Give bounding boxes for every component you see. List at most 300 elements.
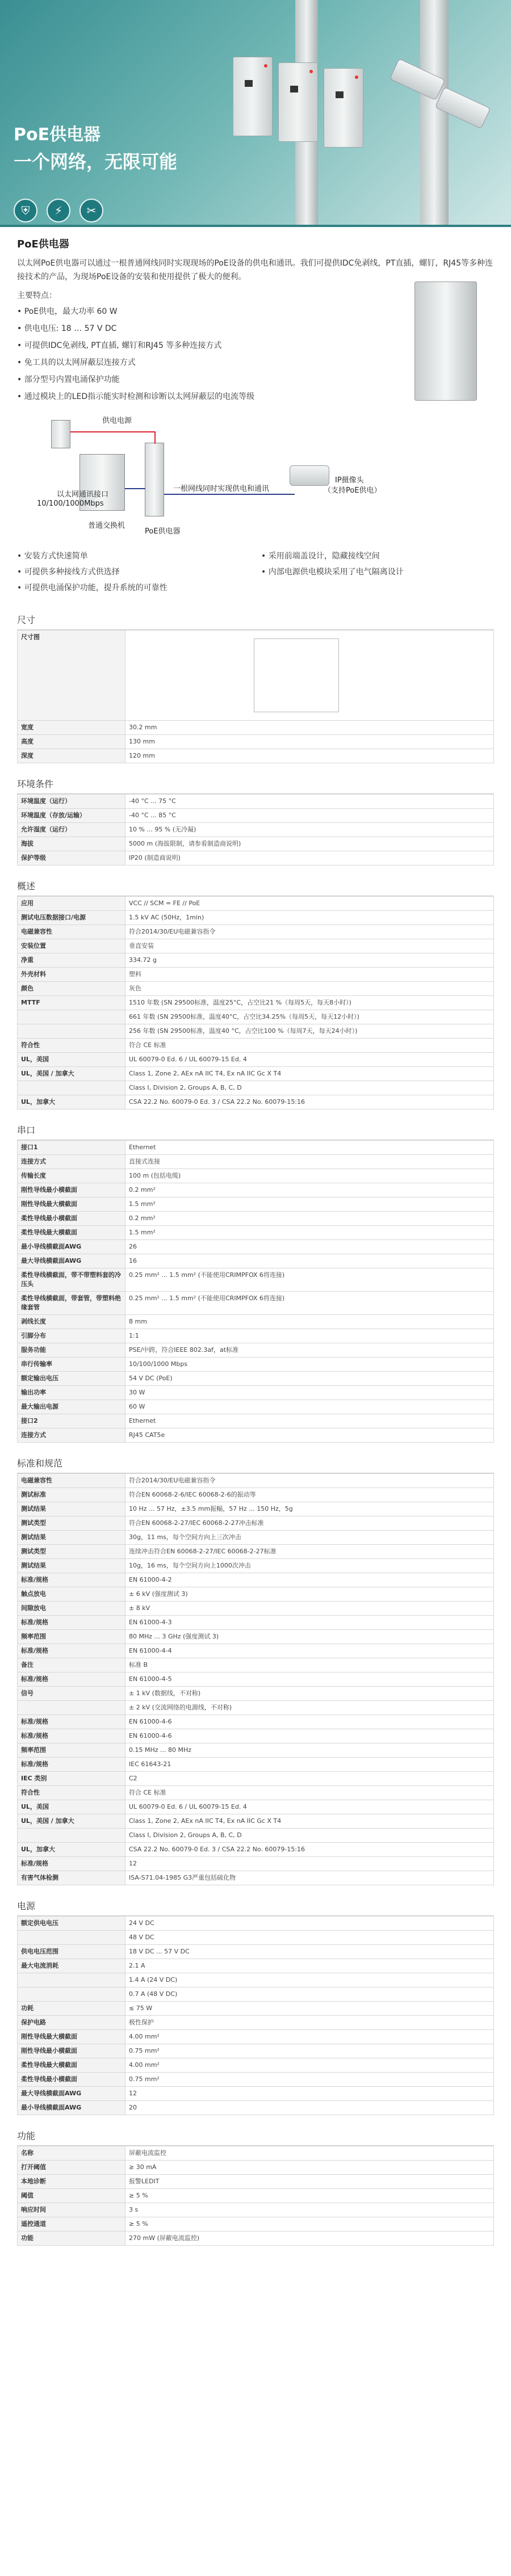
table-row	[18, 735, 494, 749]
spec-value: Ethernet	[125, 1141, 494, 1155]
spec-table	[17, 1140, 494, 1443]
spec-value: 0.25 mm² ... 1.5 mm² (不能使用CRIMPFOX 6将连接)	[125, 1292, 494, 1315]
spec-value: 1.5 mm²	[125, 1197, 494, 1212]
table-row	[18, 1155, 494, 1169]
spec-value: 0.75 mm²	[125, 2073, 494, 2087]
spec-key: 打开阈值	[18, 2161, 125, 2175]
table-row	[18, 823, 494, 837]
table-row	[18, 1488, 494, 1502]
spec-key: 连接方式	[18, 1428, 125, 1443]
spec-key: 外壳材料	[18, 968, 125, 982]
spec-value: EN 61000-4-5	[125, 1672, 494, 1687]
table-row	[18, 1644, 494, 1658]
spec-key: 刚性导线最大横截面	[18, 1197, 125, 1212]
spec-key: 引脚分布	[18, 1329, 125, 1343]
features-heading: 主要特点：	[17, 291, 57, 300]
spec-value: 塑料	[125, 968, 494, 982]
table-row	[18, 1516, 494, 1531]
table-row	[18, 1254, 494, 1268]
table-row	[18, 1081, 494, 1095]
spec-key: 柔性导线最小横截面	[18, 1212, 125, 1226]
spec-table	[17, 1473, 494, 1885]
benefit-item: • 可提供电涌保护功能，提升系统的可靠性	[17, 580, 250, 596]
table-row	[18, 851, 494, 865]
benefit-item: • 安装方式快速简单	[17, 548, 250, 564]
spec-value: 4.00 mm²	[125, 2058, 494, 2073]
spec-value: 24 V DC	[125, 1917, 494, 1931]
spec-value: 120 mm	[125, 749, 494, 763]
topology-diagram	[17, 409, 494, 545]
spec-value: 1.5 mm²	[125, 1226, 494, 1240]
spec-key: 接口2	[18, 1414, 125, 1428]
ip-camera-image	[290, 465, 329, 486]
spec-key: 接口1	[18, 1141, 125, 1155]
spec-value: 标准 B	[125, 1658, 494, 1672]
table-row	[18, 897, 494, 911]
spec-key: 触点放电	[18, 1587, 125, 1602]
spec-key: 输出功率	[18, 1386, 125, 1400]
table-row	[18, 2189, 494, 2203]
spec-value: 30.2 mm	[125, 721, 494, 735]
table-row	[18, 1701, 494, 1715]
spec-value: 极性保护	[125, 2016, 494, 2030]
table-row	[18, 1687, 494, 1701]
spec-key: 最大导线横截面AWG	[18, 2087, 125, 2101]
table-row	[18, 1772, 494, 1786]
spec-value: 16	[125, 1254, 494, 1268]
eth-label: 以太网通讯接口	[57, 490, 109, 499]
spec-key: 标准/规格	[18, 1729, 125, 1743]
spec-value: 符合 CE 标准	[125, 1786, 494, 1800]
spec-key	[18, 1973, 125, 1987]
table-row	[18, 1400, 494, 1414]
spec-value: 130 mm	[125, 735, 494, 749]
table-row	[18, 721, 494, 735]
feature-item: • 部分型号内置电涌保护功能	[17, 371, 494, 388]
camera-label: IP摄像头	[335, 476, 364, 485]
spec-value: 报警LEDIT	[125, 2175, 494, 2189]
spec-value: 30 W	[125, 1386, 494, 1400]
table-row	[18, 2146, 494, 2161]
table-row	[18, 1630, 494, 1644]
spec-value: 60 W	[125, 1400, 494, 1414]
spec-table	[17, 1916, 494, 2115]
section-title: 标准和规范	[17, 1451, 494, 1473]
spec-key: 供电电压范围	[18, 1945, 125, 1959]
table-row	[18, 2101, 494, 2115]
spec-value: ± 1 kV (数据线，不对称)	[125, 1687, 494, 1701]
spec-value: Class 1, Zone 2, AEx nA IIC T4, Ex nA IIC Gc X T4	[125, 1067, 494, 1081]
table-row	[18, 911, 494, 925]
spec-key: 最大输出电源	[18, 1400, 125, 1414]
spec-key: 颜色	[18, 982, 125, 996]
spec-key: 标准/规格	[18, 1672, 125, 1687]
hero-subtitle: 一个网络，无限可能	[14, 151, 178, 173]
spec-value: ≤ 75 W	[125, 2002, 494, 2016]
spec-value: 4.00 mm²	[125, 2030, 494, 2044]
spec-value: EN 61000-4-4	[125, 1644, 494, 1658]
spec-key: 测试结果	[18, 1559, 125, 1573]
switch-label: 普通交换机	[88, 522, 125, 530]
table-row	[18, 1329, 494, 1343]
feature-item: • 通过模块上的LED指示能实时检测和诊断以太网屏蔽层的电流等级	[17, 388, 494, 405]
dimension-drawing	[254, 638, 339, 712]
spec-key: 最大导线横截面AWG	[18, 1254, 125, 1268]
benefit-item: • 采用前端盖设计，隐藏接线空间	[261, 548, 494, 564]
table-row	[18, 1931, 494, 1945]
spec-value: 334.72 g	[125, 953, 494, 968]
table-row	[18, 2161, 494, 2175]
benefits-list	[17, 548, 494, 596]
spec-key: 最大电流消耗	[18, 1959, 125, 1973]
spec-key: 柔性导线最大横截面	[18, 1226, 125, 1240]
table-row	[18, 1386, 494, 1400]
table-row	[18, 1315, 494, 1329]
spec-value: CSA 22.2 No. 60079-0 Ed. 3 / CSA 22.2 No. 60079-15:16	[125, 1095, 494, 1110]
spec-key: 测试类型	[18, 1516, 125, 1531]
spec-key: 安装位置	[18, 939, 125, 953]
section-title: 环境条件	[17, 771, 494, 794]
table-row	[18, 2058, 494, 2073]
spec-value: 8 mm	[125, 1315, 494, 1329]
spec-key: 柔性导线横截面，带套管，带塑料绝缘套管	[18, 1292, 125, 1315]
table-row	[18, 2175, 494, 2189]
spec-value: Class I, Division 2, Groups A, B, C, D	[125, 1829, 494, 1843]
table-row	[18, 2232, 494, 2246]
table-row	[18, 1987, 494, 2002]
table-row	[18, 1428, 494, 1443]
device-image	[233, 57, 273, 136]
spec-key: 标准/规格	[18, 1644, 125, 1658]
plug-icon: ⚡	[47, 199, 70, 222]
feature-item: • 供电电压: 18 … 57 V DC	[17, 320, 494, 337]
spec-value: 270 mW (屏蔽电流监控)	[125, 2232, 494, 2246]
table-row	[18, 1743, 494, 1758]
spec-key: 柔性导线最大横截面	[18, 2058, 125, 2073]
table-row	[18, 1573, 494, 1587]
spec-key: UL，美国	[18, 1800, 125, 1814]
spec-key: 额定供电电压	[18, 1917, 125, 1931]
spec-value: EN 61000-4-3	[125, 1616, 494, 1630]
spec-value: 直接式连接	[125, 1155, 494, 1169]
table-row	[18, 1559, 494, 1573]
spec-value: 256 年数 (SN 29500标准，温度40 °C，占空比100 %（每周7天，每天24小时）)	[125, 1024, 494, 1039]
table-row	[18, 1414, 494, 1428]
benefit-item: • 可提供多种接线方式供选择	[17, 564, 250, 580]
spec-key: 保护电路	[18, 2016, 125, 2030]
spec-value: EN 61000-4-6	[125, 1729, 494, 1743]
spec-key: 信号	[18, 1687, 125, 1701]
table-row	[18, 1917, 494, 1931]
spec-key: 符合性	[18, 1039, 125, 1053]
table-row	[18, 1024, 494, 1039]
table-row	[18, 1343, 494, 1358]
table-row	[18, 1959, 494, 1973]
poe-device-image	[145, 443, 164, 516]
power-supply-image	[51, 420, 70, 448]
table-row	[18, 1531, 494, 1545]
table-row	[18, 1141, 494, 1155]
spec-value: 符合EN 60068-2-27/IEC 60068-2-27冲击标准	[125, 1516, 494, 1531]
spec-value: 符合 CE 标准	[125, 1039, 494, 1053]
spec-key: 连接方式	[18, 1155, 125, 1169]
table-row	[18, 925, 494, 939]
spec-value: EN 61000-4-2	[125, 1573, 494, 1587]
spec-key: 深度	[18, 749, 125, 763]
pole-image	[420, 0, 449, 227]
camera-note: （支持PoE供电）	[324, 486, 382, 495]
table-row	[18, 1372, 494, 1386]
table-row	[18, 1658, 494, 1672]
feature-item: • 可提供IDC免剥线, PT直插, 螺钉和RJ45 等多种连接方式	[17, 337, 494, 354]
spec-key: 尺寸图	[18, 631, 125, 721]
spec-key: 遥控通道	[18, 2217, 125, 2232]
spec-key: UL，美国 / 加拿大	[18, 1067, 125, 1081]
spec-value: 18 V DC ... 57 V DC	[125, 1945, 494, 1959]
spec-value: 0.7 A (48 V DC)	[125, 1987, 494, 2002]
spec-value: 10/100/1000 Mbps	[125, 1358, 494, 1372]
table-row	[18, 2073, 494, 2087]
spec-key: 测试类型	[18, 1545, 125, 1559]
spec-value: 1.4 A (24 V DC)	[125, 1973, 494, 1987]
spec-value: -40 °C ... 75 °C	[125, 795, 494, 809]
spec-table	[17, 794, 494, 865]
hero-banner	[0, 0, 511, 227]
spec-key: 传输长度	[18, 1169, 125, 1183]
table-row	[18, 1800, 494, 1814]
benefit-item: • 内部电源供电模块采用了电气隔离设计	[261, 564, 494, 580]
spec-value: 12	[125, 2087, 494, 2101]
table-row	[18, 1169, 494, 1183]
table-row	[18, 1672, 494, 1687]
table-row	[18, 2044, 494, 2058]
spec-key: 标准/规格	[18, 1616, 125, 1630]
spec-value: CSA 22.2 No. 60079-0 Ed. 3 / CSA 22.2 No. 60079-15:16	[125, 1843, 494, 1857]
table-row	[18, 1067, 494, 1081]
spec-key: 测试标准	[18, 1488, 125, 1502]
spec-value: 54 V DC (PoE)	[125, 1372, 494, 1386]
spec-key: 功能	[18, 2232, 125, 2246]
spec-key: UL，美国	[18, 1053, 125, 1067]
spec-key: 允许湿度（运行）	[18, 823, 125, 837]
spec-key: 标准/规格	[18, 1857, 125, 1871]
intro-heading: PoE供电器	[17, 238, 69, 250]
spec-value: 10g，16 ms，每个空间方向上1000次冲击	[125, 1559, 494, 1573]
spec-key: 频率范围	[18, 1743, 125, 1758]
spec-key: 海拔	[18, 837, 125, 851]
table-row	[18, 1715, 494, 1729]
spec-key: 刚性导线最小横截面	[18, 1183, 125, 1197]
spec-value: 10 Hz ... 57 Hz，±3.5 mm振幅，57 Hz ... 150 Hz，5g	[125, 1502, 494, 1516]
table-row	[18, 1786, 494, 1800]
spec-value: 屏蔽电流监控	[125, 2146, 494, 2161]
spec-value: 灰色	[125, 982, 494, 996]
poe-label: PoE供电器	[145, 527, 181, 536]
shield-icon: ⛨	[14, 199, 37, 222]
spec-value: 0.25 mm² ... 1.5 mm² (不能使用CRIMPFOX 6将连接)	[125, 1268, 494, 1292]
table-row	[18, 1729, 494, 1743]
spec-key: 阈值	[18, 2189, 125, 2203]
spec-value: 661 年数 (SN 29500标准，温度40°C，占空比34.25%（每周5天，每天12小时）)	[125, 1010, 494, 1024]
section-title: 电源	[17, 1893, 494, 1916]
spec-key: UL，加拿大	[18, 1843, 125, 1857]
spec-value: 5000 m (海拔限制，请参看制造商说明)	[125, 837, 494, 851]
spec-key	[18, 1081, 125, 1095]
spec-key: MTTF	[18, 996, 125, 1010]
spec-table	[17, 2146, 494, 2246]
spec-key: 高度	[18, 735, 125, 749]
spec-key: 串行传输率	[18, 1358, 125, 1372]
spec-key	[18, 1987, 125, 2002]
device-image	[278, 62, 318, 142]
spec-value: 0.2 mm²	[125, 1183, 494, 1197]
spec-value: EN 61000-4-6	[125, 1715, 494, 1729]
table-row	[18, 1871, 494, 1885]
spec-value: Class 1, Zone 2, AEx nA IIC T4, Ex nA IIC Gc X T4	[125, 1814, 494, 1829]
spec-key: 最小导线横截面AWG	[18, 2101, 125, 2115]
spec-value: ± 8 kV	[125, 1602, 494, 1616]
spec-key	[18, 1829, 125, 1843]
spec-key: 标准/规格	[18, 1573, 125, 1587]
spec-value: Class I, Division 2, Groups A, B, C, D	[125, 1081, 494, 1095]
spec-key: 测试电压数据接口/电源	[18, 911, 125, 925]
spec-key: 净重	[18, 953, 125, 968]
table-row	[18, 1829, 494, 1843]
table-row	[18, 1197, 494, 1212]
spec-key: 本地诊断	[18, 2175, 125, 2189]
spec-key: 柔性导线最小横截面	[18, 2073, 125, 2087]
feature-item: • PoE供电，最大功率 60 W	[17, 303, 494, 320]
spec-key: 刚性导线最小横截面	[18, 2044, 125, 2058]
spec-key: 柔性导线横截面，带不带塑料套的冷压头	[18, 1268, 125, 1292]
spec-value: ± 6 kV (强度测试 3)	[125, 1587, 494, 1602]
table-row	[18, 1358, 494, 1372]
spec-key: 应用	[18, 897, 125, 911]
table-row	[18, 749, 494, 763]
spec-value: 10 % ... 95 % (无冷凝)	[125, 823, 494, 837]
table-row	[18, 1843, 494, 1857]
spec-key: 响应时间	[18, 2203, 125, 2217]
spec-key: 备注	[18, 1658, 125, 1672]
table-row	[18, 1945, 494, 1959]
table-row	[18, 1814, 494, 1829]
table-row	[18, 1602, 494, 1616]
spec-value: UL 60079-0 Ed. 6 / UL 60079-15 Ed. 4	[125, 1800, 494, 1814]
spec-key	[18, 1024, 125, 1039]
table-row	[18, 1095, 494, 1110]
eth-speed: 10/100/1000Mbps	[37, 499, 104, 508]
table-row	[18, 1240, 494, 1254]
table-row	[18, 2217, 494, 2232]
spec-value: 符合2014/30/EU电磁兼容指令	[125, 1474, 494, 1488]
table-row	[18, 1973, 494, 1987]
cable-label: 一根网线同时实现供电和通讯	[173, 485, 270, 493]
spec-value: 1:1	[125, 1329, 494, 1343]
product-image	[414, 281, 477, 401]
table-row	[18, 2016, 494, 2030]
spec-key: 标准/规格	[18, 1715, 125, 1729]
spec-value: 26	[125, 1240, 494, 1254]
spec-value: 2.1 A	[125, 1959, 494, 1973]
spec-value: 30g，11 ms，每个空间方向上三次冲击	[125, 1531, 494, 1545]
spec-value: 0.15 MHz ... 80 MHz	[125, 1743, 494, 1758]
section-title: 尺寸	[17, 607, 494, 630]
spec-key: 服务功能	[18, 1343, 125, 1358]
spec-key	[18, 1010, 125, 1024]
table-row	[18, 1587, 494, 1602]
spec-key	[18, 1931, 125, 1945]
spec-key: 间隙放电	[18, 1602, 125, 1616]
power-label: 供电电源	[102, 417, 132, 425]
table-row	[18, 968, 494, 982]
table-row	[18, 837, 494, 851]
spec-key: 标准/规格	[18, 1758, 125, 1772]
table-row	[18, 1039, 494, 1053]
spec-key: 符合性	[18, 1786, 125, 1800]
spec-key: 电磁兼容性	[18, 925, 125, 939]
section-title: 串口	[17, 1117, 494, 1140]
tools-icon: ✂	[79, 199, 103, 222]
table-row	[18, 2087, 494, 2101]
spec-key: IEC 类别	[18, 1772, 125, 1786]
table-row	[18, 1183, 494, 1197]
table-row	[18, 2203, 494, 2217]
spec-value: 1.5 kV AC (50Hz，1min)	[125, 911, 494, 925]
table-row	[18, 1857, 494, 1871]
spec-key: 环境温度（运行）	[18, 795, 125, 809]
spec-value: 连续冲击符合EN 60068-2-27/IEC 60068-2-27标准	[125, 1545, 494, 1559]
table-row	[18, 1474, 494, 1488]
section-title: 概述	[17, 873, 494, 896]
spec-key: 有害气体检测	[18, 1871, 125, 1885]
spec-value: 1510 年数 (SN 29500标准，温度25°C，占空比21 %（每周5天，每天8小时）)	[125, 996, 494, 1010]
table-row	[18, 1545, 494, 1559]
spec-key: 额定输出电压	[18, 1372, 125, 1386]
table-row	[18, 982, 494, 996]
table-row	[18, 1616, 494, 1630]
table-row	[18, 2002, 494, 2016]
spec-value: UL 60079-0 Ed. 6 / UL 60079-15 Ed. 4	[125, 1053, 494, 1067]
spec-value: 3 s	[125, 2203, 494, 2217]
spec-key: 测试结果	[18, 1531, 125, 1545]
spec-value: 0.2 mm²	[125, 1212, 494, 1226]
feature-item: • 免工具的以太网屏蔽层连接方式	[17, 354, 494, 371]
spec-key: 功耗	[18, 2002, 125, 2016]
spec-value: 0.75 mm²	[125, 2044, 494, 2058]
table-row	[18, 2030, 494, 2044]
spec-value: VCC // SCM = FE // PoE	[125, 897, 494, 911]
spec-value: -40 °C ... 85 °C	[125, 809, 494, 823]
spec-value: 符合EN 60068-2-6/IEC 60068-2-6的振动等	[125, 1488, 494, 1502]
hero-title: PoE供电器	[14, 125, 101, 145]
table-row	[18, 1502, 494, 1516]
device-image	[324, 68, 363, 148]
spec-key: 剥线长度	[18, 1315, 125, 1329]
spec-value: IEC 61643-21	[125, 1758, 494, 1772]
spec-key: 名称	[18, 2146, 125, 2161]
spec-key: UL，加拿大	[18, 1095, 125, 1110]
table-row	[18, 1226, 494, 1240]
table-row	[18, 953, 494, 968]
spec-value: Ethernet	[125, 1414, 494, 1428]
intro-paragraph: 以太网PoE供电器可以通过一根普通网线同时实现现场的PoE设备的供电和通讯。我们可提供IDC免剥线，PT直插，螺钉，RJ45等多种连接技术的产品，为现场PoE设备的安装和使用提供了极大的便利。	[17, 259, 493, 281]
spec-value: 48 V DC	[125, 1931, 494, 1945]
spec-key: 频率范围	[18, 1630, 125, 1644]
spec-value: 垂直安装	[125, 939, 494, 953]
spec-key: 测试结果	[18, 1502, 125, 1516]
spec-value: RJ45 CAT5e	[125, 1428, 494, 1443]
spec-key: UL，美国 / 加拿大	[18, 1814, 125, 1829]
